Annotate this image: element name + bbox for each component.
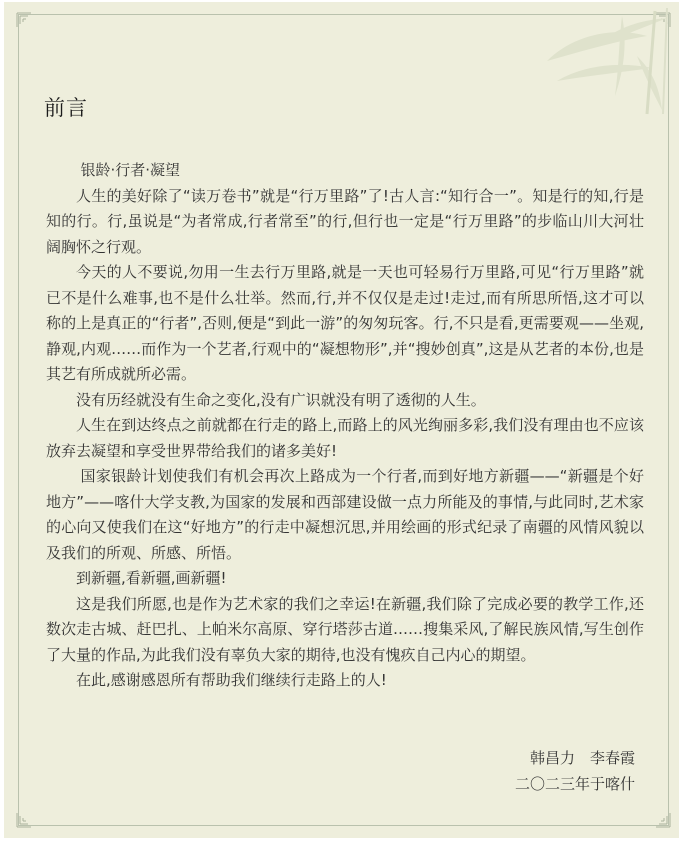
bamboo-leaves-icon: [527, 6, 677, 116]
corner-ornament-icon: [16, 812, 32, 828]
corner-ornament-icon: [16, 12, 32, 28]
preface-body: [46, 158, 644, 694]
page-title: 前言: [44, 96, 88, 120]
signature-block: [515, 746, 635, 797]
preface-page: [4, 2, 679, 838]
paragraph: 人生的美好除了“读万卷书”就是“行万里路”了!古人言:“知行合一”。知是行的知,行是知的行。行,虽说是“为者常成,行者常至”的行,但行也一定是“行万里路”的步临山川大河壮阔胸怀之行观。: [46, 186, 644, 256]
paragraph: 在此,感谢感恩所有帮助我们继续行走路上的人!: [76, 671, 387, 689]
signature-date-place: 二〇二三年于喀什: [514, 774, 635, 793]
paragraph: 国家银龄计划使我们有机会再次上路成为一个行者,而到好地方新疆——“新疆是个好地方”——喀什大学支教,为国家的发展和西部建设做一点力所能及的事情,与此同时,艺术家的心向又使我们在这“好地方”的行走中凝想沉思,并用绘画的形式纪录了南疆的风情风貌以及我们的所观、所感、所悟。: [46, 467, 644, 562]
paragraph: 到新疆,看新疆,画新疆!: [76, 569, 227, 587]
paragraph: 这是我们所愿,也是作为艺术家的我们之幸运!在新疆,我们除了完成必要的教学工作,还数次走古城、赶巴扎、上帕米尔高原、穿行塔莎古道……搜集采风,了解民族风情,写生创作了大量的作品,为此我们没有辜负大家的期待,也没有愧疚自己内心的期望。: [46, 594, 644, 664]
signature-authors: 韩昌力 李春霞: [529, 749, 635, 767]
corner-ornament-icon: [655, 812, 671, 828]
subtitle: 银龄·行者·凝望: [80, 161, 181, 179]
paragraph: 今天的人不要说,勿用一生去行万里路,就是一天也可轻易行万里路,可见“行万里路”就已不是什么难事,也不是什么壮举。然而,行,并不仅仅是走过!走过,而有所思所悟,这才可以称的上是真正的“行者”,否则,便是“到此一游”的匆匆玩客。行,不只是看,更需要观——坐观,静观,内观……而作为一个艺者,行观中的“凝想物形”,并“搜妙创真”,这是从艺者的本份,也是其艺有所成就所必需。: [46, 263, 644, 383]
paragraph: 没有历经就没有生命之变化,没有广识就没有明了透彻的人生。: [76, 390, 486, 409]
paragraph: 人生在到达终点之前就都在行走的路上,而路上的风光绚丽多彩,我们没有理由也不应该放弃去凝望和享受世界带给我们的诸多美好!: [46, 416, 644, 460]
